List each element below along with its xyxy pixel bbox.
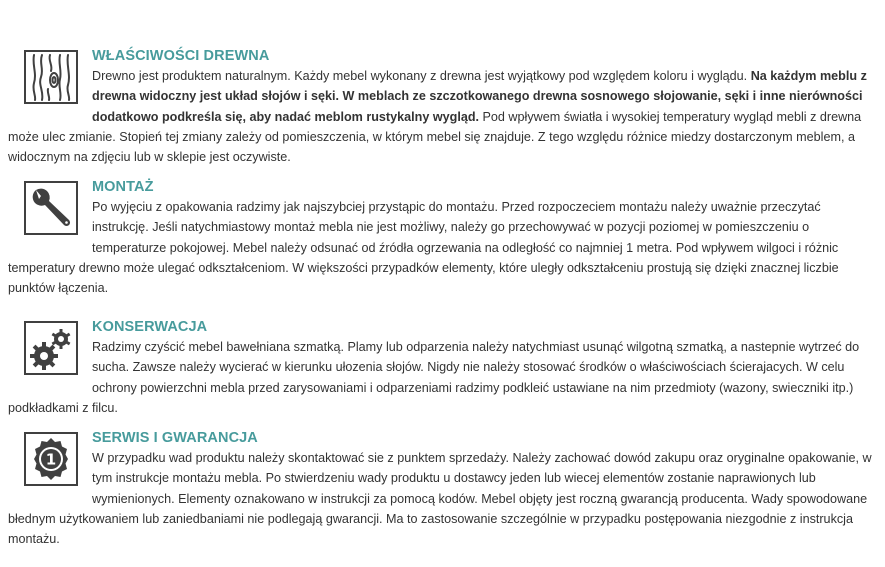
section-title: KONSERWACJA bbox=[92, 319, 208, 335]
section-text bbox=[8, 66, 880, 167]
section-maintenance bbox=[8, 318, 880, 418]
section-title: MONTAŻ bbox=[92, 179, 154, 195]
wood-grain-icon bbox=[24, 50, 78, 104]
badge-number: 1 bbox=[45, 450, 57, 469]
section-wood-properties bbox=[8, 47, 880, 167]
gears-icon bbox=[24, 321, 78, 375]
wrench-icon bbox=[24, 181, 78, 235]
section-assembly bbox=[8, 178, 880, 298]
award-badge-icon bbox=[24, 432, 78, 486]
section-service-warranty bbox=[8, 429, 880, 549]
section-title: WŁAŚCIWOŚCI DREWNA bbox=[92, 48, 270, 64]
text-regular-after: Pod wpływem światła i wysokiej temperatury wygląd mebli z drewna może ulec zmianie. Stopień tej zmiany zależy od pomieszczenia, w którym mebel się znajduje. Z tego względu różnice miedzy dostarczonym meblem, a widocznym na zdjęciu lub w sklepie jest oczywiste. bbox=[8, 109, 862, 165]
section-title: SERWIS I GWARANCJA bbox=[92, 430, 258, 446]
text-bold: Na każdym meblu z drewna widoczny jest układ słojów i sęki. W meblach ze szczotkowanego drewna sosnowego słojowanie, sęki i inne nierówności dodatkowo podkreśla się, aby nadać meblom rustykalny wygląd. bbox=[92, 69, 867, 124]
section-text: Radzimy czyścić mebel bawełniana szmatką. Plamy lub odparzenia należy natychmiast usunąć wilgotną szmatką, a nastepnie wytrzeć do sucha. Zawsze należy wycierać w kierunku ułozenia słojów. Nigdy nie należy stosować środków o właściwościach ścierajacych. W celu ochrony powierzchni mebla przed zarysowaniami i odparzeniami radzimy podkleić ustawiane na nim przedmioty (wazony, swieczniki itp.) podkładkami z filcu. bbox=[8, 340, 860, 415]
section-text: Po wyjęciu z opakowania radzimy jak najszybciej przystąpic do montażu. Przed rozpoczeciem montażu należy uważnie przeczytać instrukcję. Jeśli natychmiastowy montaż mebla nie jest możliwy, należy go przechowywać w pozycji poziomej w pomieszczeniu o temperaturze pokojowej. Mebel należy odsunać od źródła ogrzewania na odległość co najmniej 1 metra. Pod wpływem wilgoci i różnic temperatury drewno może ulegać odkształceniom. W większości przypadków elementy, które uległy odkształceniu prostują się dzięki znacznej liczbie punktów łączenia. bbox=[8, 200, 839, 296]
section-text: W przypadku wad produktu należy skontaktować sie z punktem sprzedaży. Należy zachować dowód zakupu oraz oryginalne opakowanie, w tym instrukcje montażu mebla. Po stwierdzeniu wady produktu u dostawcy jeden lub wiecej elementów zostanie naprawionych lub wymienionych. Elementy oznakowano w instrukcji za pomocą kodów. Mebel objęty jest roczną gwarancją producenta. Wady spowodowane błednym użytkowaniem lub zaniedbaniami nie podlegają gwarancji. Ma to zastosowanie szczególnie w przypadku postępowania niezgodnie z instrukcja montażu. bbox=[8, 451, 872, 547]
text-regular: Drewno jest produktem naturalnym. Każdy mebel wykonany z drewna jest wyjątkowy pod względem koloru i wyglądu. bbox=[92, 69, 751, 83]
